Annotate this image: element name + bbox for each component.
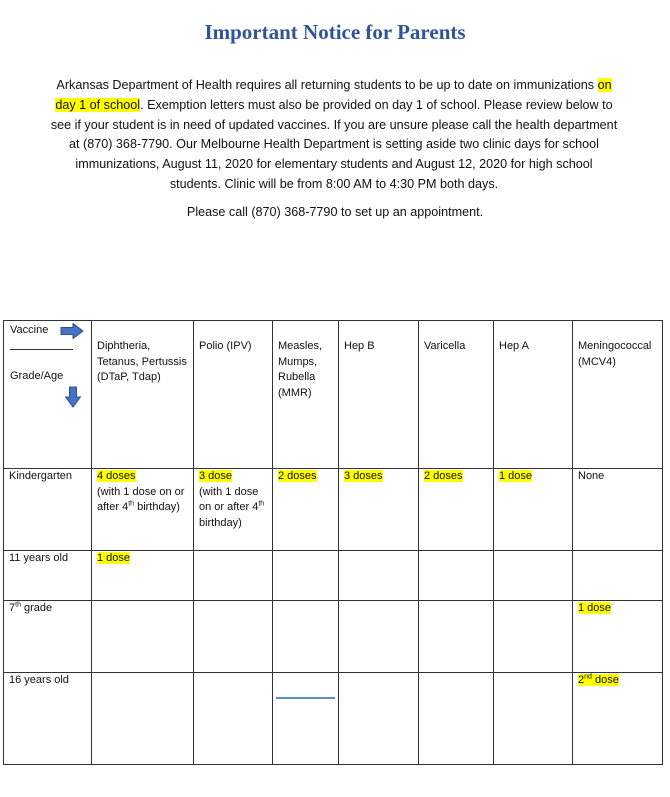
age11-dtap [92, 551, 194, 601]
kg-mcv4: None [573, 469, 663, 551]
kg-hepb [339, 469, 419, 551]
decorative-underline [276, 697, 335, 699]
kg-varicella [419, 469, 494, 551]
kg-mmr [273, 469, 339, 551]
para-text-start: Arkansas Department of Health requires all returning students to be up to date on immunizations [56, 78, 598, 92]
row-label-11-years: 11 years old [4, 551, 92, 601]
vaccine-hepb: Hep B [339, 321, 419, 469]
vaccine-hepa: Hep A [494, 321, 573, 469]
kg-dtap-dose: 4 doses [97, 470, 136, 482]
age16-mcv4 [573, 673, 663, 765]
corner-cell [4, 321, 92, 469]
kg-ipv-dose: 3 dose [199, 470, 233, 482]
vaccine-ipv: Polio (IPV) [194, 321, 273, 469]
empty-cell [419, 551, 494, 601]
age16-mcv4-num: 2 [578, 674, 585, 686]
para-text-end: . Exemption letters must also be provided on day 1 of school. Please review below to see if your student is in need of updated vaccines. If you are unsure please call the health department at (870) 368-7790. Our Melbourne Health Department is setting aside two clinic days for school immunizations, August 11, 2020 for elementary students and August 12, 2020 for high school students. Clinic will be from 8:00 AM to 4:30 PM both days. [50, 97, 618, 191]
kg-dtap-note-sup: th [128, 500, 135, 508]
table-row [4, 551, 663, 601]
table-row [4, 601, 663, 673]
kg-ipv-note-sup: th [258, 500, 265, 508]
table-row [4, 673, 663, 765]
empty-cell [494, 551, 573, 601]
empty-cell [573, 551, 663, 601]
arrow-right-icon [60, 323, 84, 339]
empty-cell [273, 673, 339, 765]
kg-ipv-note-b: birthday) [199, 516, 242, 529]
header-row [4, 321, 663, 469]
kg-varicella-dose: 2 doses [424, 470, 463, 482]
age16-mcv4-rest: dose [591, 674, 619, 686]
kg-dtap-note-a: (with 1 dose on or after 4 [97, 485, 185, 513]
notice-title: Important Notice for Parents [204, 20, 466, 44]
row-label-7th-rest: grade [20, 602, 53, 614]
row-label-7th-sup: th [15, 601, 21, 609]
empty-cell [339, 673, 419, 765]
grade7-mcv4-dose: 1 dose [578, 602, 612, 614]
age16-mcv4-sup: nd [584, 673, 592, 681]
kg-ipv [194, 469, 273, 551]
empty-cell [494, 601, 573, 673]
empty-cell [419, 673, 494, 765]
table-row [4, 469, 663, 551]
kg-hepa [494, 469, 573, 551]
vaccine-mcv4: Meningococcal (MCV4) [573, 321, 663, 469]
corner-divider [10, 349, 73, 350]
vaccine-mmr: Measles, Mumps, Rubella (MMR) [273, 321, 339, 469]
empty-cell [92, 601, 194, 673]
empty-cell [273, 551, 339, 601]
grade7-mcv4 [573, 601, 663, 673]
vaccine-dtap: Diphtheria, Tetanus, Pertussis (DTaP, Tdap) [92, 321, 194, 469]
row-label-7th-num: 7 [9, 602, 16, 614]
empty-cell [194, 601, 273, 673]
kg-mmr-dose: 2 doses [278, 470, 317, 482]
row-label-16-years: 16 years old [4, 673, 92, 765]
appointment-line: Please call (870) 368-7790 to set up an appointment. [186, 205, 484, 219]
age11-dtap-dose: 1 dose [97, 552, 131, 564]
notice-paragraph [50, 76, 618, 195]
kg-dtap [92, 469, 194, 551]
empty-cell [339, 551, 419, 601]
row-label-kindergarten: Kindergarten [4, 469, 92, 551]
age16-mcv4-dose [578, 674, 619, 686]
empty-cell [339, 601, 419, 673]
para-highlight: on day 1 of school [55, 78, 612, 112]
empty-cell [494, 673, 573, 765]
vaccine-varicella: Varicella [419, 321, 494, 469]
kg-hepb-dose: 3 doses [344, 470, 383, 482]
row-label-7th-grade [4, 601, 92, 673]
kg-hepa-dose: 1 dose [499, 470, 533, 482]
kg-ipv-note-a: (with 1 dose on or after [199, 485, 259, 513]
kg-dtap-note-b: birthday) [134, 501, 180, 513]
empty-cell [419, 601, 494, 673]
vaccine-label: Vaccine [10, 324, 49, 336]
kg-ipv-note-num: 4 [252, 501, 259, 513]
empty-cell [92, 673, 194, 765]
empty-cell [273, 601, 339, 673]
empty-cell [194, 551, 273, 601]
grade-age-label: Grade/Age [10, 370, 64, 382]
arrow-down-icon [65, 386, 81, 408]
empty-cell [194, 673, 273, 765]
